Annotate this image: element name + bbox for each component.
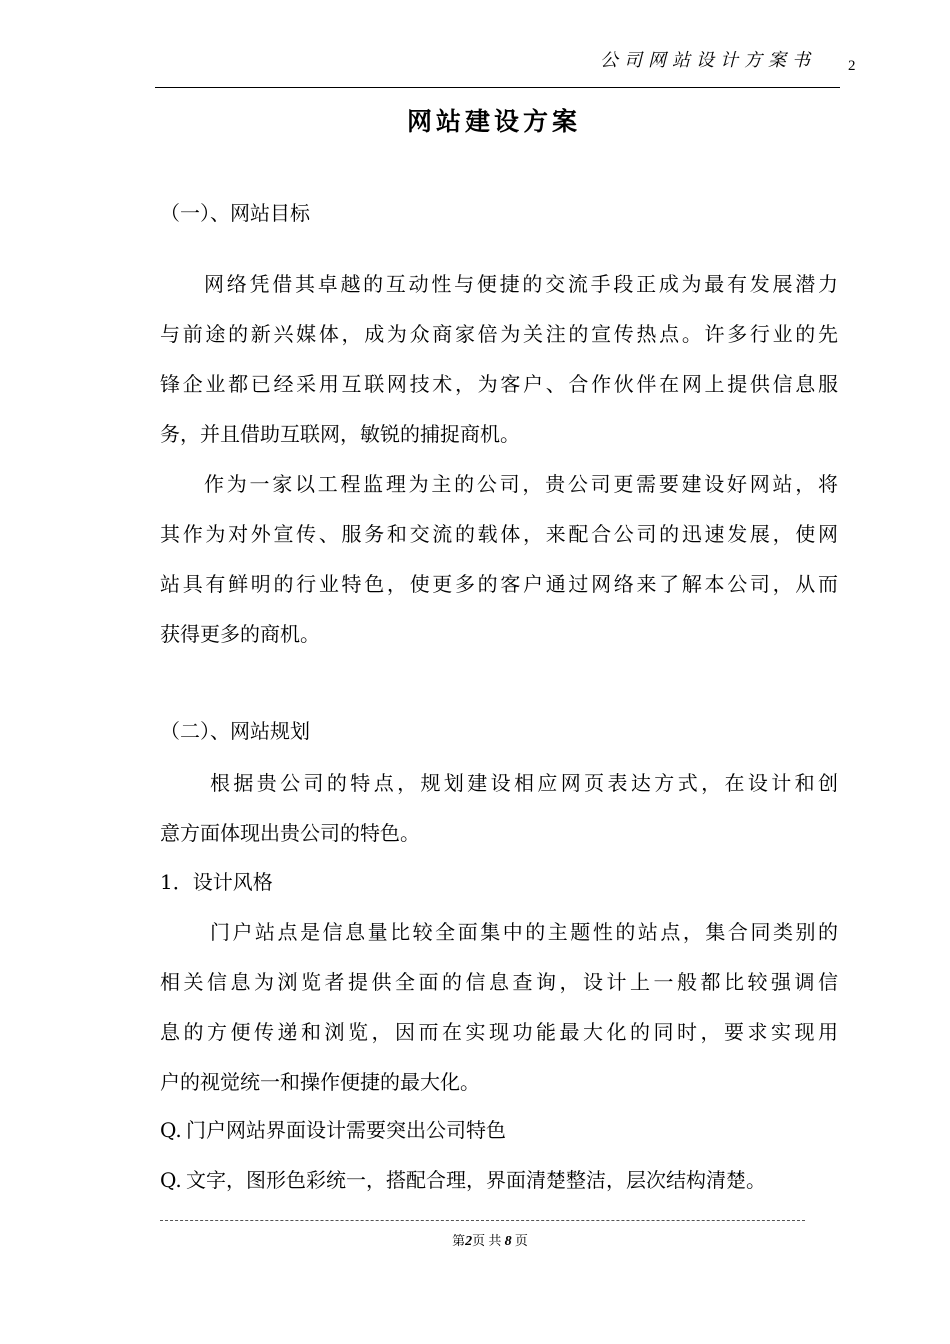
paragraph-line: 务，并且借助互联网，敏锐的捕捉商机。 bbox=[160, 422, 520, 446]
paragraph-line: 其作为对外宣传、服务和交流的载体，来配合公司的迅速发展，使网 bbox=[160, 522, 838, 546]
bullet-item bbox=[160, 1114, 506, 1143]
paragraph-line: 获得更多的商机。 bbox=[160, 622, 320, 646]
document-title: 网站建设方案 bbox=[406, 107, 581, 136]
footer-prefix: 第 bbox=[452, 1233, 466, 1248]
paragraph-line: 锋企业都已经采用互联网技术，为客户、合作伙伴在网上提供信息服 bbox=[160, 372, 838, 396]
section-heading-planning: （二）、网站规划 bbox=[160, 719, 310, 743]
subheading-design-style: 1．设计风格 bbox=[160, 870, 273, 894]
bullet-item bbox=[160, 1164, 766, 1193]
paragraph-line: 户的视觉统一和操作便捷的最大化。 bbox=[160, 1070, 480, 1094]
footer-middle: 页 共 bbox=[472, 1233, 505, 1248]
footer-suffix: 页 bbox=[511, 1233, 528, 1248]
bullet-text: 门户网站界面设计需要突出公司特色 bbox=[186, 1118, 506, 1142]
footer-total-pages: 8 bbox=[504, 1234, 512, 1249]
paragraph-line: 意方面体现出贵公司的特色。 bbox=[160, 821, 420, 845]
footer-current-page: 2 bbox=[465, 1234, 473, 1249]
paragraph-line: 作为一家以工程监理为主的公司，贵公司更需要建设好网站，将 bbox=[204, 472, 838, 496]
footer-rule bbox=[160, 1220, 805, 1221]
page-footer bbox=[0, 1230, 950, 1250]
section-heading-goals: （一）、网站目标 bbox=[160, 201, 310, 225]
header-page-number: 2 bbox=[848, 58, 856, 74]
header-title: 公司网站设计方案书 bbox=[600, 50, 816, 71]
paragraph-line: 息的方便传递和浏览，因而在实现功能最大化的同时，要求实现用 bbox=[160, 1020, 838, 1044]
header-rule bbox=[155, 87, 840, 88]
paragraph-line: 网络凭借其卓越的互动性与便捷的交流手段正成为最有发展潜力 bbox=[204, 272, 838, 296]
bullet-marker: Q. bbox=[160, 1168, 182, 1192]
paragraph-line: 站具有鲜明的行业特色，使更多的客户通过网络来了解本公司，从而 bbox=[160, 572, 838, 596]
paragraph-line: 门户站点是信息量比较全面集中的主题性的站点，集合同类别的 bbox=[210, 920, 838, 944]
paragraph-line: 相关信息为浏览者提供全面的信息查询，设计上一般都比较强调信 bbox=[160, 970, 838, 994]
paragraph-line: 与前途的新兴媒体，成为众商家倍为关注的宣传热点。许多行业的先 bbox=[160, 322, 838, 346]
paragraph-line: 根据贵公司的特点，规划建设相应网页表达方式，在设计和创 bbox=[210, 771, 838, 795]
bullet-marker: Q. bbox=[160, 1118, 182, 1142]
bullet-text: 文字，图形色彩统一，搭配合理，界面清楚整洁，层次结构清楚。 bbox=[186, 1168, 766, 1192]
